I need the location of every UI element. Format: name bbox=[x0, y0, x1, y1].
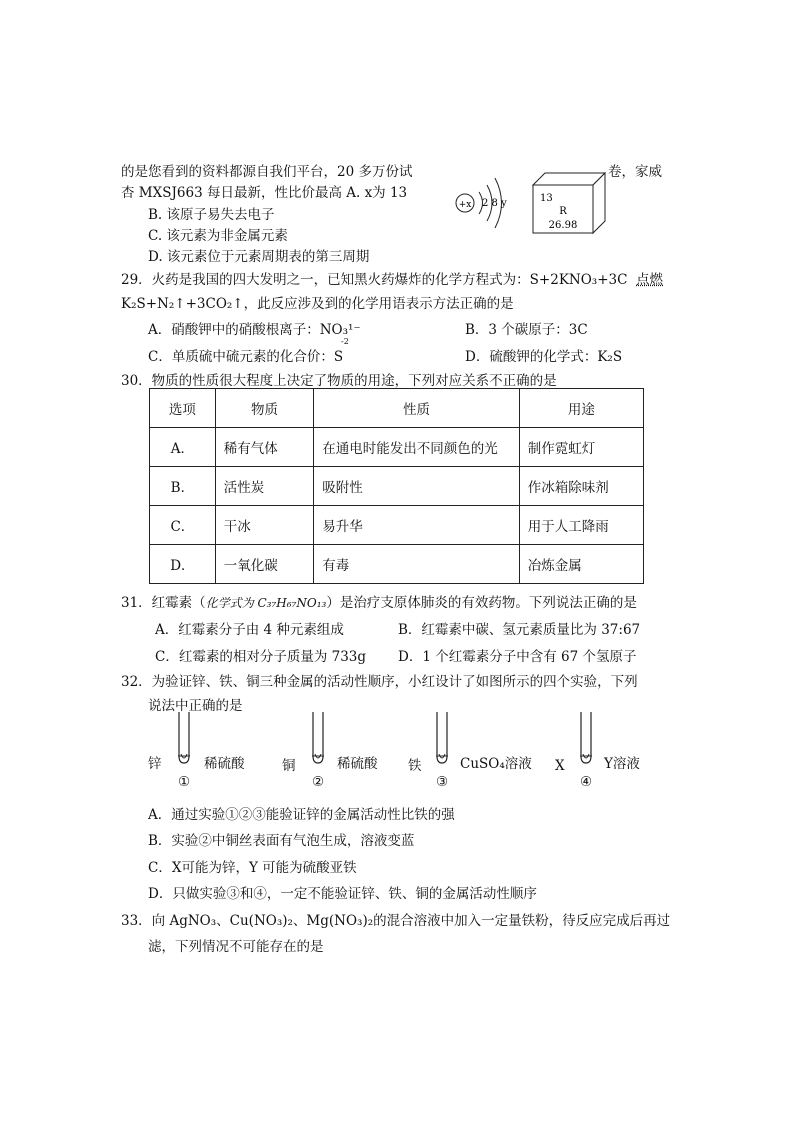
table-header-cell: 性质 bbox=[314, 389, 520, 428]
table-row bbox=[150, 506, 644, 545]
table-row bbox=[150, 467, 644, 506]
table-row bbox=[150, 428, 644, 467]
q28-option-d: D. 该元素位于元素周期表的第三周期 bbox=[148, 249, 370, 265]
table-header-row bbox=[150, 389, 644, 428]
q29-line1: 29．火药是我国的四大发明之一，已知黑火药爆炸的化学方程式为：S+2KNO₃+3C bbox=[121, 272, 628, 288]
test-tube-icon bbox=[580, 712, 592, 764]
q32-option-b: B．实验②中铜丝表面有气泡生成，溶液变蓝 bbox=[148, 833, 415, 849]
table-cell: 稀有气体 bbox=[215, 428, 313, 467]
tube-3-number: ③ bbox=[436, 774, 449, 790]
q32-line2: 说法中正确的是 bbox=[148, 698, 243, 714]
test-tube-icon bbox=[178, 712, 190, 764]
q28-option-c: C. 该元素为非金属元素 bbox=[148, 228, 288, 244]
q31-stem-b: ）是治疗支原体肺炎的有效药物。下列说法正确的是 bbox=[326, 595, 637, 611]
table-cell: 作冰箱除味剂 bbox=[519, 467, 643, 506]
q31-stem-a: 31．红霉素（ bbox=[121, 595, 206, 611]
table-cell: 冶炼金属 bbox=[519, 545, 643, 584]
table-cell: A． bbox=[150, 428, 216, 467]
tube-4-number: ④ bbox=[580, 774, 593, 790]
tube-3-metal: 铁 bbox=[408, 758, 422, 774]
element-number: 13 bbox=[540, 193, 553, 204]
table-cell: 有毒 bbox=[314, 545, 520, 584]
test-tube-icon bbox=[312, 712, 324, 764]
table-cell: 活性炭 bbox=[215, 467, 313, 506]
element-mass: 26.98 bbox=[548, 220, 578, 231]
q30-stem: 30．物质的性质很大程度上决定了物质的用途，下列对应关系不正确的是 bbox=[121, 373, 557, 389]
q31-option-d: D．1 个红霉素分子中含有 67 个氢原子 bbox=[398, 649, 637, 665]
table-header-cell: 用途 bbox=[519, 389, 643, 428]
q32-option-a: A．通过实验①②③能验证锌的金属活动性比铁的强 bbox=[148, 807, 455, 823]
tube-4-metal: X bbox=[555, 758, 565, 774]
q33-line1: 33．向 AgNO₃、Cu(NO₃)₂、Mg(NO₃)₂的混合溶液中加入一定量铁粉，待反应完成后再过 bbox=[121, 913, 671, 929]
table-cell: 制作霓虹灯 bbox=[519, 428, 643, 467]
tube-1-metal: 锌 bbox=[148, 756, 162, 772]
top-line1-right: 卷，家威 bbox=[608, 164, 662, 180]
atom-nucleus-label: +x bbox=[458, 200, 472, 210]
q31-option-c: C．红霉素的相对分子质量为 733g bbox=[155, 649, 367, 665]
q31-stem bbox=[121, 591, 637, 611]
q29-line2: K₂S+N₂↑+3CO₂↑，此反应涉及到的化学用语表示方法正确的是 bbox=[121, 296, 514, 312]
q32-option-d: D．只做实验③和④，一定不能验证锌、铁、铜的金属活动性顺序 bbox=[148, 886, 537, 902]
atom-structure-diagram bbox=[450, 172, 525, 234]
table-cell: 在通电时能发出不同颜色的光 bbox=[314, 428, 520, 467]
test-tube-figure bbox=[148, 712, 658, 794]
q33-line2: 滤，下列情况不可能存在的是 bbox=[148, 939, 324, 955]
table-cell: 易升华 bbox=[314, 506, 520, 545]
table-header-cell: 选项 bbox=[150, 389, 216, 428]
top-line1-left: 的是您看到的资料都源自我们平台，20 多万份试 bbox=[121, 164, 413, 180]
table-cell: 干冰 bbox=[215, 506, 313, 545]
table-cell: 一氧化碳 bbox=[215, 545, 313, 584]
q30-table bbox=[149, 388, 644, 584]
tube-1-number: ① bbox=[178, 774, 191, 790]
element-cube bbox=[530, 170, 606, 236]
q29-option-d: D．硫酸钾的化学式：K₂S bbox=[465, 349, 623, 365]
atom-shells-label: 2 8 y bbox=[482, 198, 507, 209]
table-cell: 吸附性 bbox=[314, 467, 520, 506]
q31-formula: 化学式为 C₃₇H₆₇NO₁₃ bbox=[205, 596, 327, 610]
q31-option-a: A．红霉素分子由 4 种元素组成 bbox=[155, 622, 344, 638]
tube-2-number: ② bbox=[312, 774, 325, 790]
tube-1-solution: 稀硫酸 bbox=[204, 756, 245, 772]
q29-option-b: B．3 个碳原子：3C bbox=[465, 322, 588, 338]
tube-4-solution: Y溶液 bbox=[604, 756, 640, 772]
table-cell: 用于人工降雨 bbox=[519, 506, 643, 545]
q29-condition: 点燃 bbox=[636, 272, 663, 288]
tube-2-metal: 铜 bbox=[282, 758, 296, 774]
q32-option-c: C．X可能为锌，Y 可能为硫酸亚铁 bbox=[148, 860, 357, 876]
table-cell: C． bbox=[150, 506, 216, 545]
table-header-cell: 物质 bbox=[215, 389, 313, 428]
tube-3-solution: CuSO₄溶液 bbox=[460, 756, 532, 772]
table-cell: D． bbox=[150, 545, 216, 584]
test-tube-icon bbox=[436, 712, 448, 764]
top-line2: 杏 MXSJ663 每日最新，性比价最高 A. x为 13 bbox=[121, 185, 408, 201]
element-symbol: R bbox=[559, 206, 567, 217]
q28-option-b: B. 该原子易失去电子 bbox=[148, 207, 275, 223]
q29-option-c: C．单质硫中硫元素的化合价：S bbox=[148, 349, 344, 365]
q32-line1: 32．为验证锌、铁、铜三种金属的活动性顺序，小红设计了如图所示的四个实验，下列 bbox=[121, 674, 638, 690]
table-row bbox=[150, 545, 644, 584]
q29-option-a: A．硝酸钾中的硝酸根离子：NO₃¹⁻ bbox=[148, 322, 361, 338]
q29-option-c-valence: -2 bbox=[341, 337, 349, 346]
q31-option-b: B．红霉素中碳、氢元素质量比为 37:67 bbox=[398, 622, 641, 638]
tube-2-solution: 稀硫酸 bbox=[337, 756, 378, 772]
table-cell: B． bbox=[150, 467, 216, 506]
